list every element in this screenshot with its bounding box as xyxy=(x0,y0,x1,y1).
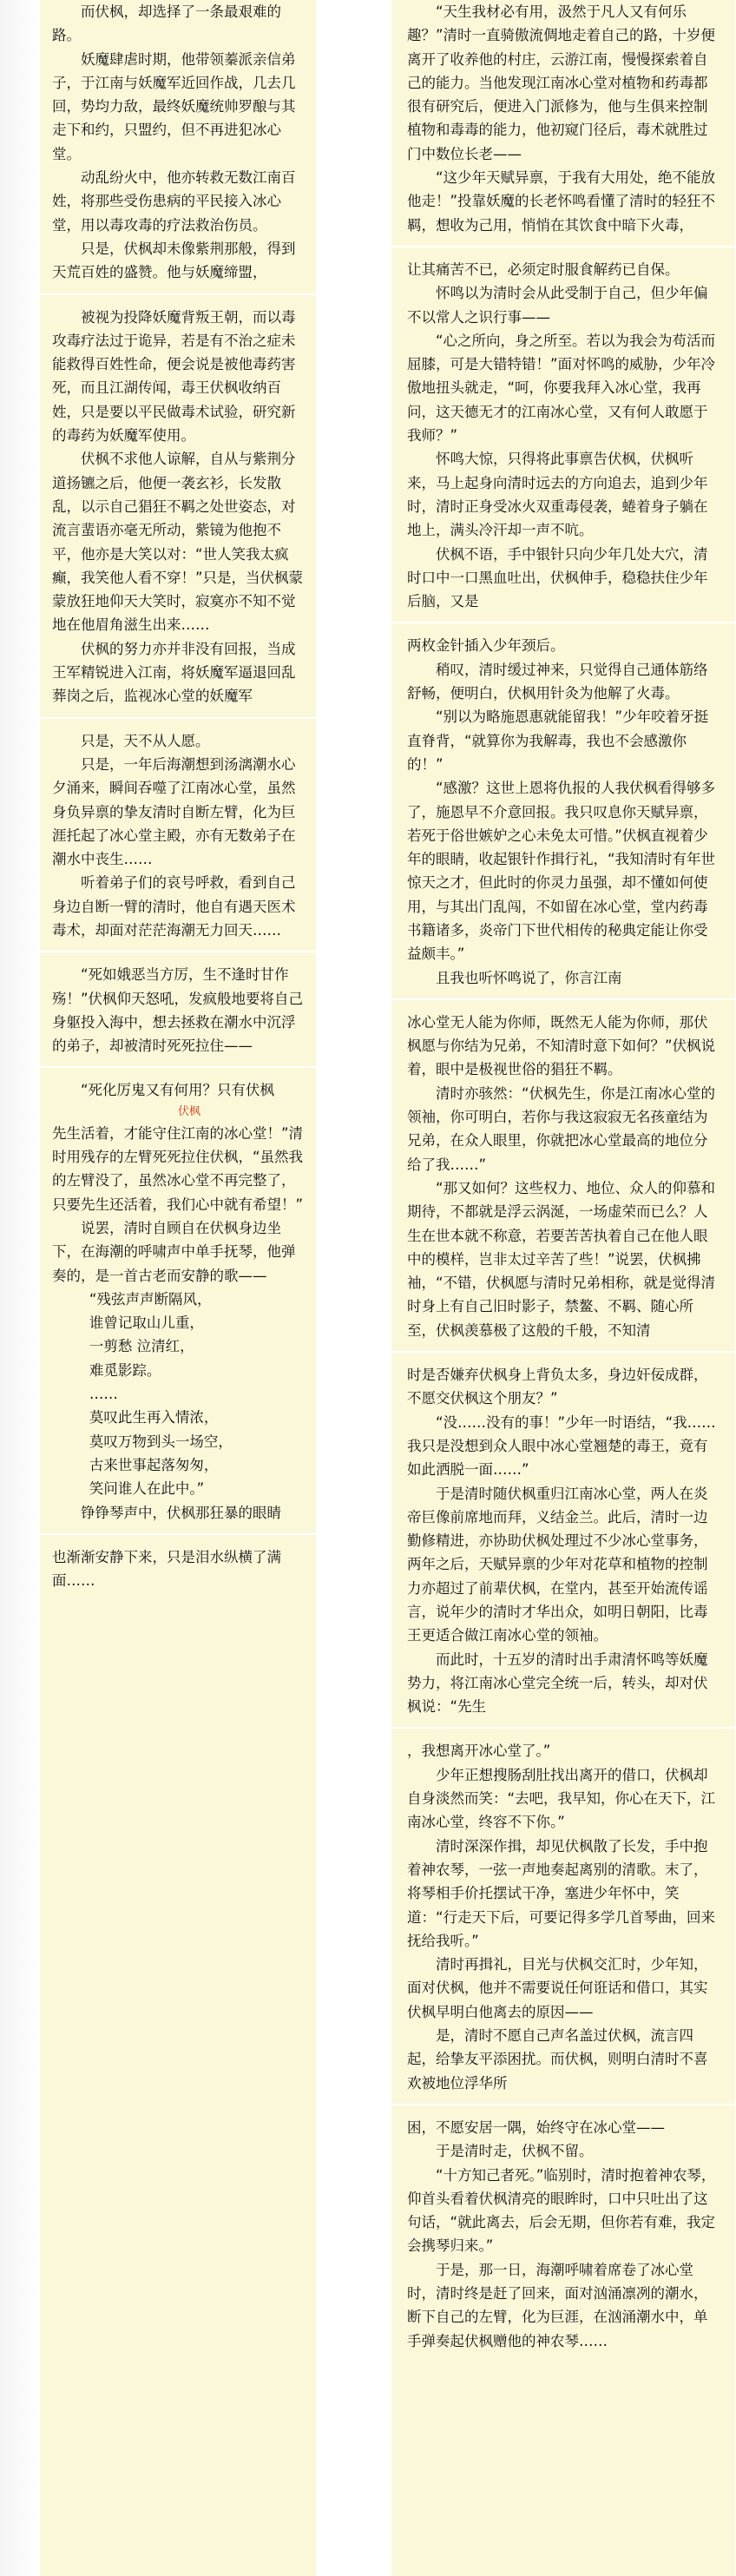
paragraph: “死化厉鬼又有何用？只有伏枫 xyxy=(81,1082,275,1099)
left-column-content xyxy=(40,0,316,1592)
paragraph: 是，清时不愿自己声名盖过伏枫，流言四起，给挚友平添困扰。而伏枫，则明白清时不喜欢被地位浮华所 xyxy=(407,2027,708,2092)
paragraph: 时是否嫌弃伏枫身上背负太多，身边奸佞成群，不愿交伏枫这个朋友？” xyxy=(407,1367,708,1407)
text-column-right xyxy=(391,0,735,2576)
verse-line: 难觅影踪。 xyxy=(89,1361,161,1379)
paragraph: “十方知己者死。”临别时，清时抱着神农琴，仰首头看着伏枫清亮的眼眸时，口中只吐出了这句话，“就此离去，后会无期，但你若有难，我定会携琴归来。” xyxy=(407,2166,716,2255)
verse-line: 莫叹此生再入情浓， xyxy=(89,1409,219,1426)
verse-line: 笑问谁人在此中。” xyxy=(89,1480,205,1498)
verse-line: “残弦声声断隔风， xyxy=(89,1290,212,1308)
paragraph: “那又如何？这些权力、地位、众人的仰慕和期待，不都就是浮云涡涎，一场虚荣而已么？人生在世本就不称意，若要苦苦执着自己在他人眼中的模样，岂非太过辛苦了些！”说罢，伏枫拂袖，“不错，伏枫愿与清时兄弟相称，就是觉得清时身上有自己旧时影子，禁鳌、不羁、随心所至，伏枫羡慕极了这般的千般，不知清 xyxy=(407,1179,716,1339)
paragraph: 而此时，十五岁的清时出手肃清怀鸣等妖魔势力，将江南冰心堂完全统一后，转头，却对伏枫说：“先生 xyxy=(407,1650,708,1716)
left-margin xyxy=(0,0,40,2576)
paragraph: 清时亦骇然：“伏枫先生，你是江南冰心堂的领袖，你可明白，若你与我这寂寂无名孩童结为兄弟，在众人眼里，你就把冰心堂最高的地位分给了我……” xyxy=(407,1084,716,1173)
paragraph: 伏枫不语，手中银针只向少年几处大穴，清时口中一口黑血吐出，伏枫伸手，稳稳扶住少年后脑，又是 xyxy=(407,545,708,610)
paragraph: 被视为投降妖魔背叛王朝，而以毒攻毒疗法过于诡异，若是有不治之症未能救得百姓性命，便会说是被他毒药害死，而且江湖传闻，毒王伏枫收纳百姓，只是要以平民做毒术试验，研究新的毒药为妖魔军使用。 xyxy=(52,308,296,445)
paragraph: 伏枫的努力亦并非没有回报，当成王军精锐进入江南，将妖魔军逼退回乱葬岗之后，监视冰心堂的妖魔军 xyxy=(52,640,296,705)
page-break xyxy=(391,2104,735,2105)
verse-line: 一剪愁 泣清红， xyxy=(89,1338,194,1355)
paragraph: 于是清时走，伏枫不留。 xyxy=(436,2143,594,2160)
paragraph: 让其痛苦不已，必须定时服食解药已自保。 xyxy=(407,260,680,278)
page-break xyxy=(40,717,316,719)
verse-line: 古来世事起落匆匆， xyxy=(89,1456,219,1473)
paragraph: 伏枫不求他人谅解，自从与紫荆分道扬镳之后，他便一袭玄衫，长发散乱，以示自己猖狂不羁之处世姿态，对流言蜚语亦毫无所动，紫镜为他抱不平，他亦是大笑以对：“世人笑我太疯癫，我笑他人看不穿！”只是，当伏枫蒙蒙放狂地仰天大笑时，寂寞亦不知不觉地在他眉角滋生出来…… xyxy=(52,451,304,634)
page-break xyxy=(40,293,316,295)
paragraph: 说罢，清时自顾自在伏枫身边坐下，在海潮的呼啸声中单手抚琴，他弹奏的，是一首古老而安静的歌—— xyxy=(52,1219,296,1284)
paragraph: 且我也听怀鸣说了，你言江南 xyxy=(436,969,622,986)
text-column-left xyxy=(40,0,316,2576)
paragraph: 铮铮琴声中，伏枫那狂暴的眼睛 xyxy=(81,1504,281,1521)
verse-line: 谁曾记取山儿重， xyxy=(89,1314,204,1332)
paragraph: 稍叹，清时缓过神来，只觉得自己通体筋络舒畅，便明白，伏枫用针灸为他解了火毒。 xyxy=(407,661,708,702)
paragraph: 清时深深作揖，却见伏枫散了长发，手中抱着神农琴，一弦一声地奏起离别的清歌。末了，将琴相手价托摆试干净，塞进少年怀中，笑道：“行走天下后，可要记得多学几首琴曲，回来抚给我听。” xyxy=(407,1837,716,1949)
page-break xyxy=(40,1066,316,1068)
paragraph: 两枚金针插入少年颈后。 xyxy=(407,637,565,655)
paragraph: 动乱纷火中，他亦转救无数江南百姓，将那些受伤患病的平民接入冰心堂，用以毒攻毒的疗法救治伤员。 xyxy=(52,169,296,234)
page-break xyxy=(391,622,735,623)
paragraph: “没……没有的事！”少年一时语结，“我……我只是没想到众人眼中冰心堂翘楚的毒王，竟有如此洒脱一面……” xyxy=(407,1413,716,1479)
paragraph: 少年正想搜肠刮肚找出离开的借口，伏枫却自身淡然而笑：“去吧，我早知，你心在天下，江南冰心堂，终容不下你。” xyxy=(407,1766,716,1831)
page-break xyxy=(391,246,735,247)
verse-line: 莫叹万物到头一场空， xyxy=(89,1433,233,1450)
paragraph: 怀鸣以为清时会从此受制于自己，但少年偏不以常人之识行事—— xyxy=(407,285,708,326)
page-break xyxy=(40,1533,316,1535)
paragraph: 也渐渐安静下来，只是泪水纵横了满面…… xyxy=(52,1548,281,1590)
paragraph: “感激？这世上恩将仇报的人我伏枫看得够多了，施恩早不介意回报。我只叹息你天赋异禀，若死于俗世嫉妒之心未免太可惜。”伏枫直视着少年的眼睛，收起银针作揖行礼，“我知清时有年世惊天之才，但此时的你灵力虽强，却不懂如何使用，与其出门乱闯，不如留在冰心堂，堂内药毒书籍诸多，炎帝门下世代相传的秘典定能让你受益颇丰。” xyxy=(407,780,716,963)
right-column-content xyxy=(391,0,735,2353)
paragraph: 只是，伏枫却未像紫荆那般，得到天荒百姓的盛赞。他与妖魔缔盟， xyxy=(52,240,296,281)
page-break xyxy=(40,951,316,952)
page-break xyxy=(391,998,735,1000)
paragraph: 只是，一年后海潮想到汤漓潮水心夕涌来，瞬间吞噬了江南冰心堂，虽然身负异禀的挚友清时自断左臂，化为巨涯托起了冰心堂主殿，亦有无数弟子在潮水中丧生…… xyxy=(52,755,296,868)
paragraph: 困，不愿安居一隅，始终守在冰心堂—— xyxy=(407,2118,665,2136)
page-break xyxy=(391,1727,735,1729)
paragraph: ，我想离开冰心堂了。” xyxy=(407,1743,551,1760)
page-break xyxy=(391,1351,735,1353)
paragraph: “心之所向，身之所至。若以为我会为苟活而屈膝，可是大错特错！”面对怀鸣的威胁，少年冷傲地扭头就走，“呵，你要我拜入冰心堂，我再问，这天德无才的江南冰心堂，又有何人敢愿于我师？” xyxy=(407,332,716,445)
paragraph: 清时再揖礼，目光与伏枫交汇时，少年知，面对伏枫，他并不需要说任何诳话和借口，其实伏枫早明白他离去的原因—— xyxy=(407,1956,708,2020)
column-gutter xyxy=(316,0,391,2576)
paragraph: 怀鸣大惊，只得将此事禀告伏枫，伏枫听来，马上起身向清时远去的方向追去，追到少年时，清时正身受冰火双重毒侵袭，蜷着身子躺在地上，满头冷汗却一声不吭。 xyxy=(407,451,708,539)
paragraph: “天生我材必有用，汲然于凡人又有何乐趣？”清时一直骑傲流倜地走着自己的路，十岁便离开了收养他的村庄，云游江南，慢慢探索着自己的能力。当他发现江南冰心堂对植物和药毒都很有研究后，便进入门派修为，他与生俱来控制植物和毒毒的能力，他初窥门径后，毒术就胜过门中数位长老—— xyxy=(407,3,716,162)
paragraph: 冰心堂无人能为你师，既然无人能为你师，那伏枫愿与你结为兄弟，不知清时意下如何？”伏枫说着，眼中是极视世俗的猖狂不羁。 xyxy=(407,1013,716,1078)
paragraph: “别以为略施恩惠就能留我！”少年咬着牙挺直脊背，“就算你为我解毒，我也不会感激你的！” xyxy=(407,708,709,773)
paragraph: 先生活着，才能守住江南的冰心堂！”清时用残存的左臂死死拉住伏枫，“虽然我的左臂没了，虽然冰心堂不再完整了，只要先生还活着，我们心中就有希望！” xyxy=(52,1124,304,1213)
paragraph: “死如娥恶当方厉，生不逢时甘作殇！”伏枫仰天怒吼，发疯般地要将自己身躯投入海中，想去拯救在潮水中沉浮的弟子，却被清时死死拉住—— xyxy=(52,966,304,1055)
paragraph: 只是，天不从人愿。 xyxy=(81,732,210,749)
paragraph: 而伏枫，却选择了一条最艰难的路。 xyxy=(52,3,281,44)
verse-line: …… xyxy=(89,1386,118,1403)
paragraph: 于是清时随伏枫重归江南冰心堂，两人在炎帝巨像前席地而拜，义结金兰。此后，清时一边勤修精进，亦协助伏枫处理过不少冰心堂事务，两年之后，天赋异禀的少年对花草和植物的控制力亦超过了前辈伏枫，在堂内，甚至开始流传谣言，说年少的清时才华出众，如明日朝阳，比毒王更适合做江南冰心堂的领袖。 xyxy=(407,1485,708,1644)
paragraph: 听着弟子们的哀号呼救，看到自己身边自断一臂的清时，他自有遇天医术毒术，却面对茫茫海潮无力回天…… xyxy=(52,874,296,939)
paragraph: “这少年天赋异禀，于我有大用处，绝不能放他走！”投靠妖魔的长老怀鸣看懂了清时的轻狂不羁，想收为己用，悄悄在其饮食中暗下火毒， xyxy=(407,169,716,234)
paragraph: 妖魔肆虐时期，他带领蓁派亲信弟子，于江南与妖魔军近回作战，几去几回，势均力敌，最终妖魔统帅罗酿与其走下和约，只盟约，但不再进犯冰心堂。 xyxy=(52,50,296,162)
paragraph: 于是，那一日，海潮呼啸着席卷了冰心堂时，清时终是赶了回来，面对汹涌凛冽的潮水，断下自己的左臂，化为巨涯，在汹涌潮水中，单手弹奏起伏枫赠他的神农琴…… xyxy=(407,2261,708,2349)
section-heading: 伏枫 xyxy=(177,1104,200,1118)
